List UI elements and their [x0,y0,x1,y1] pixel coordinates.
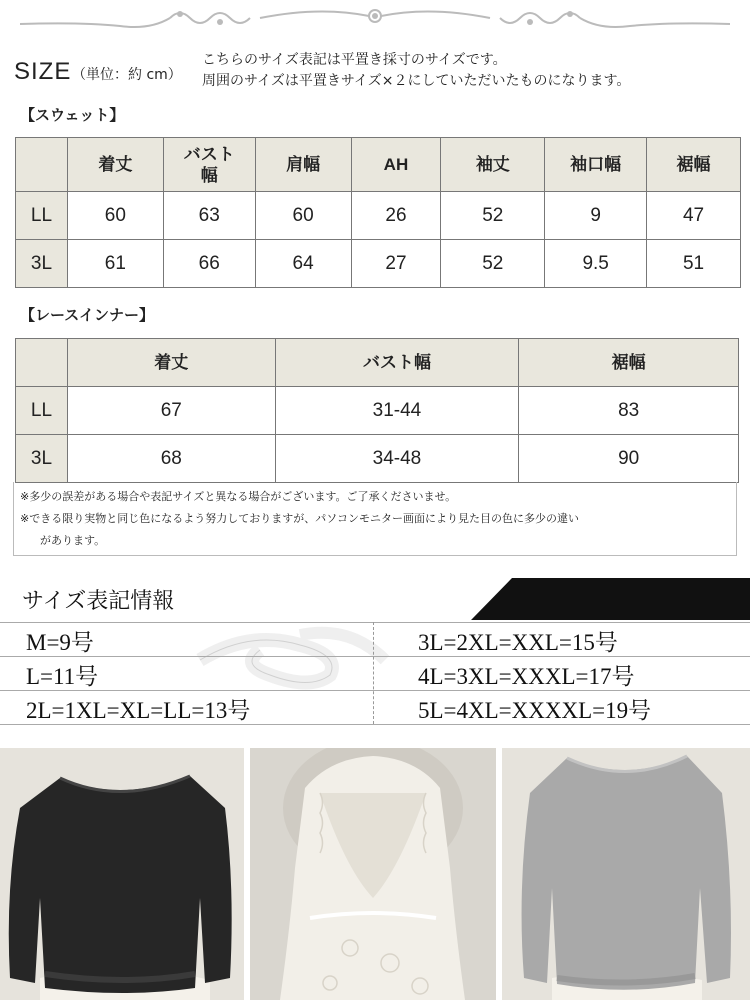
value-cell: 67 [67,387,275,435]
table-row [16,387,739,435]
sweat-header-bust-line2: 幅 [200,165,218,185]
sweat-size-table [15,137,741,288]
info-divider [0,656,750,657]
table-row [16,240,741,288]
inner-header-row [16,339,739,387]
inner-header-cell [16,339,68,387]
table-row [16,435,739,483]
sweat-header-cell: 肩幅 [255,138,351,192]
inner-size-table [15,338,739,483]
value-cell: 34-48 [275,435,519,483]
sweat-header-row [16,138,741,192]
sweat-header-cell [16,138,68,192]
size-cell: LL [16,192,68,240]
note-line: ※できる限り実物と同じ色になるよう努力しておりますが、パソコンモニター画面により見た目の色に多少の違い [20,512,579,525]
value-cell: 51 [647,240,741,288]
sweat-header-cell: 袖口幅 [545,138,647,192]
sweat-header-cell: 裾幅 [647,138,741,192]
black-sweat-photo [0,748,244,1000]
value-cell: 60 [255,192,351,240]
sweat-header-cell: AH [351,138,441,192]
value-cell: 52 [441,240,545,288]
size-equivalence-item: L=11号 [26,664,99,689]
sweat-header-cell: 着丈 [67,138,163,192]
inner-header-cell: 着丈 [67,339,275,387]
size-note-line2: 周囲のサイズは平置きサイズ×２にしていただいたものになります。 [202,73,631,89]
inner-section-label: 【レースインナー】 [20,306,154,324]
value-cell: 66 [163,240,255,288]
note-line: があります。 [40,534,106,547]
size-equivalence-item: 2L=1XL=XL=LL=13号 [26,698,251,723]
value-cell: 68 [67,435,275,483]
value-cell: 47 [647,192,741,240]
size-cell: LL [16,387,68,435]
sweat-header-cell: 袖丈 [441,138,545,192]
size-cell: 3L [16,240,68,288]
value-cell: 60 [67,192,163,240]
value-cell: 63 [163,192,255,240]
gray-sweat-photo [502,748,750,1000]
size-equivalence-item: M=9号 [26,630,94,655]
value-cell: 9 [545,192,647,240]
lace-inner-photo [250,748,496,1000]
inner-header-cell: バスト幅 [275,339,519,387]
value-cell: 26 [351,192,441,240]
table-row [16,192,741,240]
decorative-ornament-icon [20,4,730,38]
size-equivalence-item: 5L=4XL=XXXXL=19号 [418,698,652,723]
info-divider [0,622,750,623]
note-line: ※多少の誤差がある場合や表記サイズと異なる場合がございます。ご了承くださいませ。 [20,490,457,503]
sweat-section-label: 【スウェット】 [20,106,125,124]
value-cell: 31-44 [275,387,519,435]
value-cell: 90 [519,435,739,483]
info-vertical-divider [373,622,374,724]
size-equivalence-item: 4L=3XL=XXXL=17号 [418,664,635,689]
notes-box [13,482,737,556]
value-cell: 61 [67,240,163,288]
sweat-header-bust-line1: バスト [183,144,235,164]
inner-header-cell: 裾幅 [519,339,739,387]
value-cell: 27 [351,240,441,288]
size-note [202,50,630,92]
size-equivalence-item: 3L=2XL=XXL=15号 [418,630,618,655]
size-note-line1: こちらのサイズ表記は平置き採寸のサイズです。 [202,52,507,68]
size-cell: 3L [16,435,68,483]
sweat-header-cell [163,138,255,192]
value-cell: 9.5 [545,240,647,288]
size-info-title: サイズ表記情報 [22,588,175,613]
value-cell: 64 [255,240,351,288]
size-title: SIZE [14,58,72,85]
size-unit: （単位：約 cm） [72,67,182,83]
info-divider [0,690,750,691]
value-cell: 83 [519,387,739,435]
value-cell: 52 [441,192,545,240]
